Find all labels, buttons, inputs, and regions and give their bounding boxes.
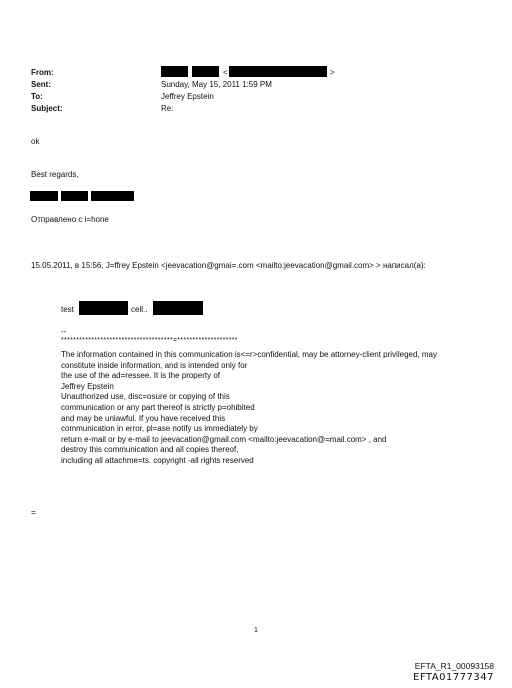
from-lt: < <box>223 68 228 77</box>
bates-number-secondary: EFTA01777347 <box>413 672 494 683</box>
sent-from-iphone: Отправлено с i=hone <box>31 215 109 224</box>
disclaimer-block <box>61 350 437 467</box>
disclaimer-line: constitute inside information, and is intended only for <box>61 360 248 370</box>
reply-text: ok <box>31 137 40 146</box>
sent-value: Sunday, May 15, 2011 1:59 PM <box>161 80 272 89</box>
trailing-equals: = <box>31 508 36 517</box>
quote-header: 15.05.2011, в 15:56, J=ffrey Epstein <jeevacation@gmai=.com <mailto:jeevacation@gmail.com> > написал(а): <box>31 261 426 270</box>
redaction-block <box>61 191 88 201</box>
disclaimer-line: Jeffrey Epstein <box>61 381 114 391</box>
from-label: From: <box>31 68 54 77</box>
disclaimer-line: The information contained in this communication is<=r>confidential, may be attorney-client privileged, may <box>61 350 437 359</box>
disclaimer-line: communication in error, pl=ase notify us immediately by <box>61 424 258 434</box>
redaction-block <box>91 191 134 201</box>
redaction-block <box>79 301 128 315</box>
redaction-block <box>153 301 203 315</box>
to-label: To: <box>31 92 43 101</box>
disclaimer-line: including all attachme=ts. copyright -all rights reserved <box>61 455 254 465</box>
double-dash: -- <box>61 327 67 336</box>
disclaimer-line: communication or any part thereof is strictly p=ohibited <box>61 402 255 412</box>
disclaimer-line: Unauthorized use, disc=osure or copying of this <box>61 392 230 402</box>
subject-label: Subject: <box>31 104 63 113</box>
bates-number-primary: EFTA_R1_00093158 <box>414 661 494 671</box>
sent-label: Sent: <box>31 80 51 89</box>
disclaimer-line: return e-mail or by e-mail to jeevacation@gmail.com <mailto:jeevacation@=mail.com> , and <box>61 434 387 444</box>
page-number: 1 <box>254 627 258 634</box>
redaction-block <box>192 66 219 77</box>
from-gt: > <box>330 68 335 77</box>
to-value: Jeffrey Epstein <box>161 92 214 101</box>
disclaimer-line: the use of the ad=ressee. It is the property of <box>61 371 220 381</box>
disclaimer-line: and may be unlawful. If you have received this <box>61 413 226 423</box>
stars-line: *************************************=******************** <box>61 337 238 344</box>
quoted-cell: cell.. <box>131 305 148 314</box>
quoted-test: test <box>61 305 74 314</box>
closing-text: Best regards, <box>31 170 79 179</box>
redaction-block <box>161 66 188 77</box>
subject-value: Re: <box>161 104 174 113</box>
redaction-block <box>30 191 58 201</box>
disclaimer-line: destroy this communication and all copies thereof, <box>61 445 239 455</box>
redaction-block <box>229 66 327 77</box>
